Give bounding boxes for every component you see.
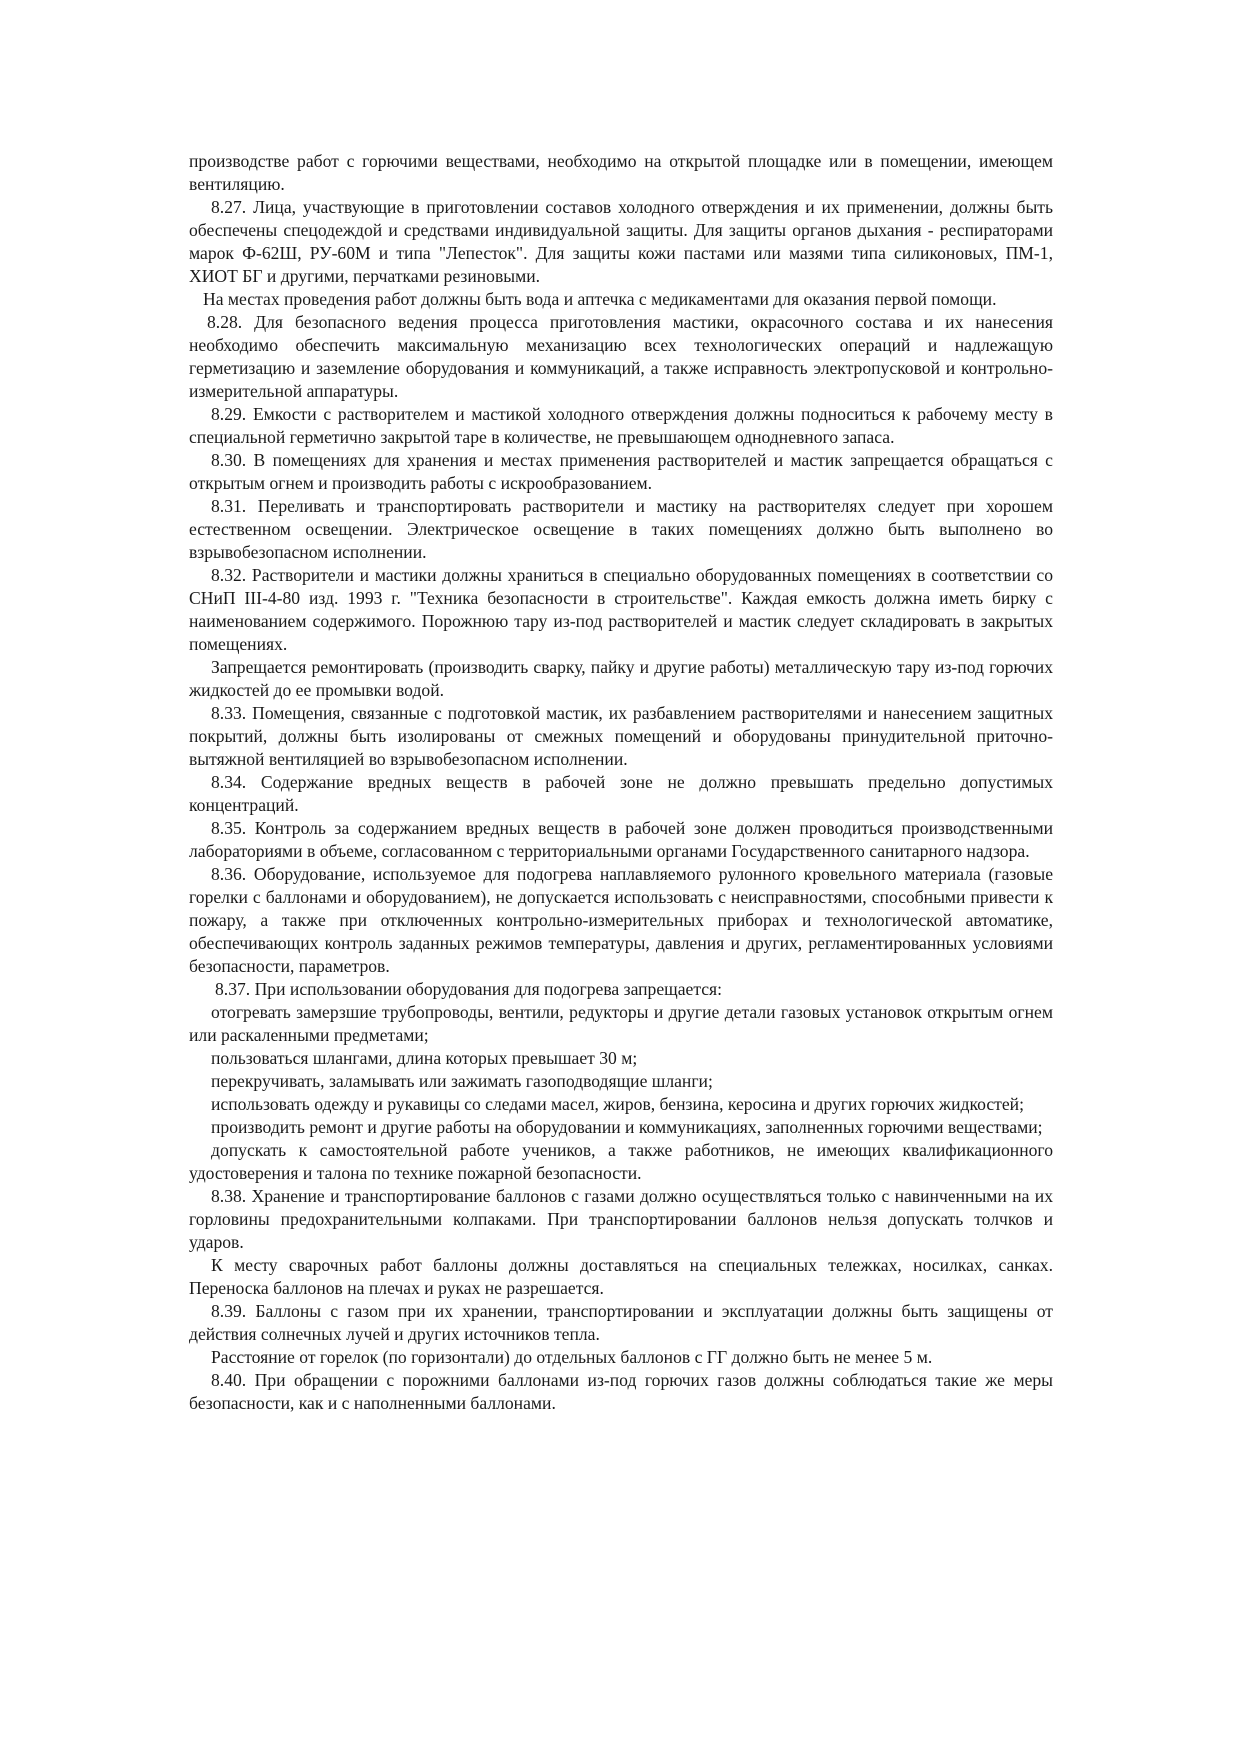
paragraph-8-30: 8.30. В помещениях для хранения и местах применения растворителей и мастик запрещается обращаться с открытым огнем и производить работы с искрообразованием.: [189, 450, 1053, 493]
list-item-hoses-length: пользоваться шлангами, длина которых превышает 30 м;: [211, 1048, 638, 1068]
paragraph-8-40: 8.40. При обращении с порожними баллонами из-под горючих газов должны соблюдаться такие же меры безопасности, как и с наполненными баллонами.: [189, 1370, 1053, 1413]
paragraph-8-28: 8.28. Для безопасного ведения процесса приготовления мастики, окрасочного состава и их нанесения необходимо обеспечить максимальную механизацию всех технологических операций и надлежащую герметизацию и заземление оборудования и коммуникаций, а также исправность электропусковой и контрольно-измерительной аппаратуры.: [189, 312, 1053, 401]
paragraph-continuation: производстве работ с горючими веществами, необходимо на открытой площадке или в помещении, имеющем вентиляцию.: [189, 151, 1053, 194]
paragraph-8-32: 8.32. Растворители и мастики должны храниться в специально оборудованных помещениях в соответствии со СНиП III-4-80 изд. 1993 г. "Техника безопасности в строительстве". Каждая емкость должна иметь бирку с наименованием содержимого. Порожнюю тару из-под растворителей и мастик следует складировать в закрытых помещениях.: [189, 565, 1053, 654]
paragraph-burner-distance: Расстояние от горелок (по горизонтали) до отдельных баллонов с ГГ должно быть не менее 5 м.: [211, 1347, 933, 1367]
paragraph-8-27: 8.27. Лица, участвующие в приготовлении составов холодного отверждения и их применении, должны быть обеспечены спецодеждой и средствами индивидуальной защиты. Для защиты органов дыхания - респираторами марок Ф-62Ш, РУ-60М и типа "Лепесток". Для защиты кожи пастами или мазями типа силиконовых, ПМ-1, ХИОТ БГ и другими, перчатками резиновыми.: [189, 197, 1053, 286]
list-item-trainees: допускать к самостоятельной работе учеников, а также работников, не имеющих квалификационного удостоверения и талона по технике пожарной безопасности.: [189, 1140, 1053, 1183]
paragraph-8-37: 8.37. При использовании оборудования для подогрева запрещается:: [215, 979, 723, 999]
paragraph-first-aid: На местах проведения работ должны быть вода и аптечка с медикаментами для оказания первой помощи.: [203, 289, 997, 309]
paragraph-8-36: 8.36. Оборудование, используемое для подогрева наплавляемого рулонного кровельного материала (газовые горелки с баллонами и оборудованием), не допускается использовать с неисправностями, способными привести к пожару, а также при отключенных контрольно-измерительных приборах и технологической автоматике, обеспечивающих контроль заданных режимов температуры, давления и других, регламентированных условиями безопасности, параметров.: [189, 864, 1053, 976]
list-item-hoses-twisting: перекручивать, заламывать или зажимать газоподводящие шланги;: [211, 1071, 713, 1091]
paragraph-8-35: 8.35. Контроль за содержанием вредных веществ в рабочей зоне должен проводиться производственными лабораториями в объеме, согласованном с территориальными органами Государственного санитарного надзора.: [189, 818, 1053, 861]
list-item-thawing: отогревать замерзшие трубопроводы, вентили, редукторы и другие детали газовых установок открытым огнем или раскаленными предметами;: [189, 1002, 1053, 1045]
paragraph-tare-repair: Запрещается ремонтировать (производить сварку, пайку и другие работы) металлическую тару из-под горючих жидкостей до ее промывки водой.: [189, 657, 1053, 700]
list-item-clothing: использовать одежду и рукавицы со следами масел, жиров, бензина, керосина и других горючих жидкостей;: [211, 1094, 1024, 1114]
list-item-repair: производить ремонт и другие работы на оборудовании и коммуникациях, заполненных горючими веществами;: [211, 1117, 1043, 1137]
paragraph-cylinder-delivery: К месту сварочных работ баллоны должны доставляться на специальных тележках, носилках, санках. Переноска баллонов на плечах и руках не разрешается.: [189, 1255, 1053, 1298]
paragraph-8-39: 8.39. Баллоны с газом при их хранении, транспортировании и эксплуатации должны быть защищены от действия солнечных лучей и других источников тепла.: [189, 1301, 1053, 1344]
paragraph-8-29: 8.29. Емкости с растворителем и мастикой холодного отверждения должны подноситься к рабочему месту в специальной герметично закрытой таре в количестве, не превышающем однодневного запаса.: [189, 404, 1053, 447]
document-page: [189, 150, 1053, 1415]
paragraph-8-34: 8.34. Содержание вредных веществ в рабочей зоне не должно превышать предельно допустимых концентраций.: [189, 772, 1053, 815]
paragraph-8-31: 8.31. Переливать и транспортировать растворители и мастику на растворителях следует при хорошем естественном освещении. Электрическое освещение в таких помещениях должно быть выполнено во взрывобезопасном исполнении.: [189, 496, 1053, 562]
paragraph-8-33: 8.33. Помещения, связанные с подготовкой мастик, их разбавлением растворителями и нанесением защитных покрытий, должны быть изолированы от смежных помещений и оборудованы принудительной приточно-вытяжной вентиляцией во взрывобезопасном исполнении.: [189, 703, 1053, 769]
paragraph-8-38: 8.38. Хранение и транспортирование баллонов с газами должно осуществляться только с навинченными на их горловины предохранительными колпаками. При транспортировании баллонов нельзя допускать толчков и ударов.: [189, 1186, 1053, 1252]
